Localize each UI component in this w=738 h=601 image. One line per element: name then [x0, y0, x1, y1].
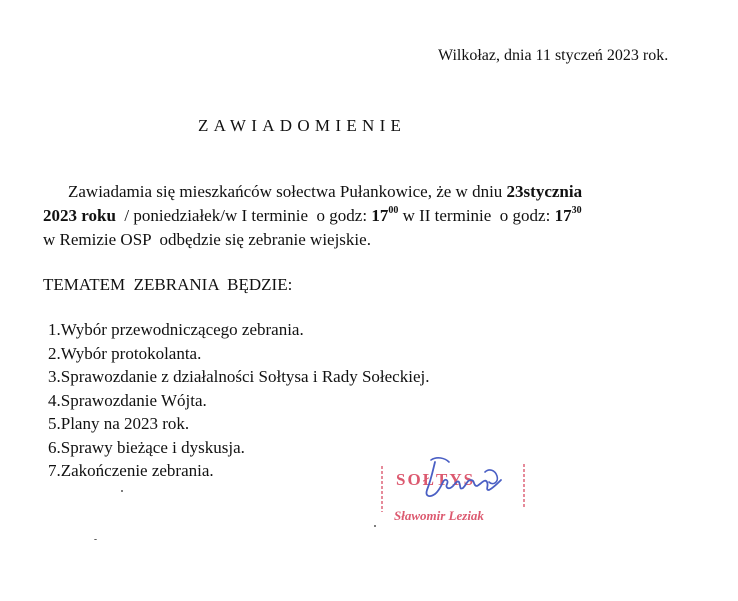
meeting-date-year: 2023 roku: [43, 206, 116, 225]
agenda-item: 3.Sprawozdanie z działalności Sołtysa i Rady Sołeckiej.: [48, 367, 430, 386]
signature: [405, 450, 515, 520]
notice-line-2: [43, 205, 582, 227]
agenda-item: 2.Wybór protokolanta.: [48, 343, 202, 363]
scan-speck: [374, 525, 376, 527]
agenda-list: [48, 318, 429, 483]
stamp-name: Sławomir Leziak: [394, 508, 484, 523]
second-term-minutes: 30: [571, 205, 582, 216]
second-term-hour: 17: [554, 206, 572, 225]
notice-line-1-text: Zawiadamia się mieszkańców sołectwa Pułankowice, że w dniu: [68, 182, 507, 201]
scan-speck: [94, 539, 97, 540]
agenda-heading: TEMATEM ZEBRANIA BĘDZIE:: [43, 275, 293, 294]
agenda-item: 1.Wybór przewodniczącego zebrania.: [48, 320, 304, 339]
first-term-minutes: 00: [388, 205, 399, 216]
notice-line-1: [68, 181, 582, 203]
scan-speck: [121, 490, 123, 492]
agenda-item: 4.Sprawozdanie Wójta.: [48, 390, 207, 410]
notice-line-3: [43, 229, 371, 251]
meeting-date-day: 23stycznia: [506, 182, 583, 201]
agenda-item: 5.Plany na 2023 rok.: [48, 414, 190, 433]
stamp-title: SOŁTYS: [396, 470, 476, 489]
document-date: Wilkołaz, dnia 11 styczeń 2023 rok.: [438, 47, 669, 64]
first-term-hour: 17: [371, 206, 389, 225]
notice-line-3-text: w Remizie OSP odbędzie się zebranie wiejskie.: [43, 230, 371, 249]
document-title: ZAWIADOMIENIE: [198, 116, 407, 135]
agenda-item: 7.Zakończenie zebrania.: [48, 461, 214, 480]
agenda-item: 6.Sprawy bieżące i dyskusja.: [48, 437, 245, 457]
notice-line-2-text: / poniedziałek/w I terminie o godz:: [115, 206, 372, 225]
notice-line-2-text-b: w II terminie o godz:: [398, 206, 555, 225]
